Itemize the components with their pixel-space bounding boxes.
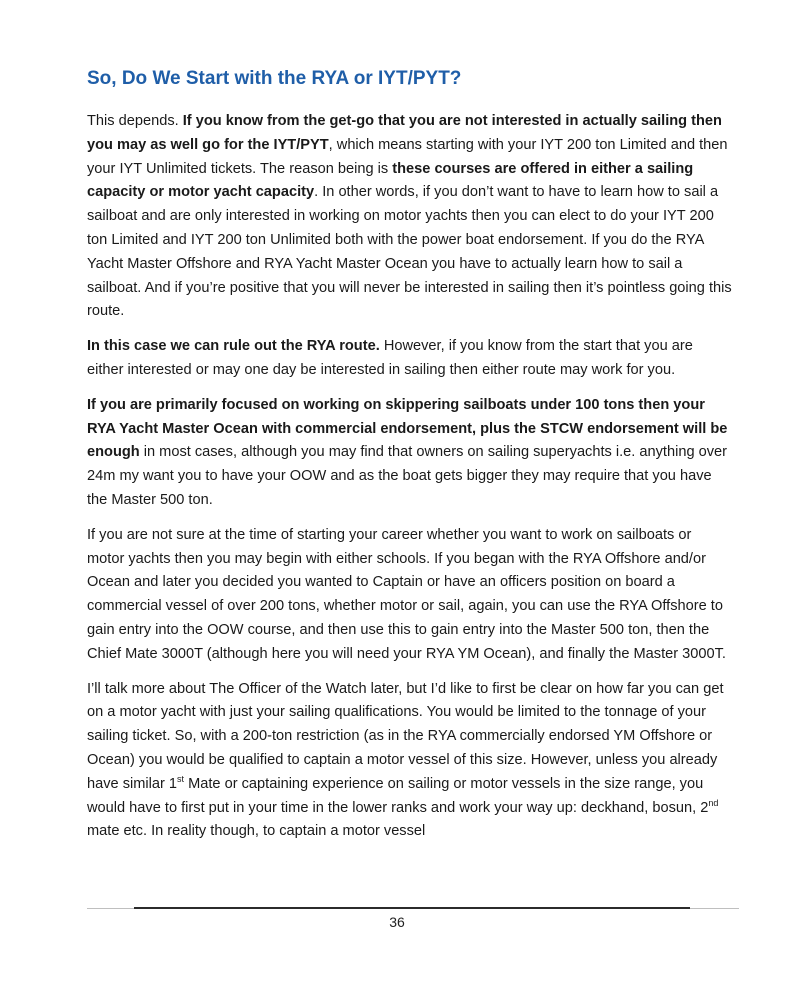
- p1-text-2: , which means starting with your IYT 200 ton Limited and then your IYT Unlimited tickets. The reason being is: [87, 136, 728, 177]
- p5-text-3: mate etc. In reality though, to captain a motor vessel: [87, 823, 426, 840]
- p5-text-1: I’ll talk more about The Officer of the Watch later, but I’d like to first be clear on how far you can get on a motor yacht with just your sailing qualifications. You would be limited to the tonnage of your sailing ticket. So, with a 200-ton restriction (as in the RYA commercially endorsed YM Offshore or Ocean) you would be qualified to captain a motor vessel of this size. However, unless you already have similar 1: [87, 680, 724, 792]
- p2-bold-1: In this case we can rule out the RYA route.: [87, 338, 380, 355]
- paragraph-4: If you are not sure at the time of starting your career whether you want to work on sailboats or motor yachts then you may begin with either schools. If you began with the RYA Offshore and/or Ocean and later you decided you wanted to Captain or have an officers position on board a commercial vessel of over 200 tons, whether motor or sail, again, you can use the RYA Offshore to gain entry into the OOW course, and then use this to gain entry into the Master 500 ton, then the Chief Mate 3000T (although here you will need your RYA YM Ocean), and finally the Master 3000T.: [87, 526, 726, 662]
- page-number: 36: [389, 914, 405, 930]
- paragraph-3: [87, 394, 732, 513]
- p3-text-1: in most cases, although you may find that owners on sailing superyachts i.e. anything over 24m my want you to have your OOW and as the boat gets bigger they may require that you have the Master 500 ton.: [87, 444, 728, 508]
- footer-divider: [134, 907, 690, 909]
- p1-text-3: . In other words, if you don’t want to have to learn how to sail a sailboat and are only interested in working on motor yachts then you can elect to do your IYT 200 ton Limited and IYT 200 ton Unlimited both with the power boat endorsement. If you do the RYA Yacht Master Offshore and RYA Yacht Master Ocean you have to actually learn how to sail a sailboat. And if you’re positive that you will never be interested in sailing then it’s pointless going this route.: [87, 184, 732, 320]
- p5-text-2: Mate or captaining experience on sailing or motor vessels in the size range, you would have to first put in your time in the lower ranks and work your way up: deckhand, bosun, 2: [87, 775, 709, 816]
- paragraph-5: [87, 678, 732, 845]
- paragraph-2: [87, 335, 732, 383]
- p1-bold-2: these courses are offered in either a sailing capacity or motor yacht capacity: [87, 160, 694, 201]
- p5-superscript-2: nd: [708, 797, 719, 808]
- p1-text-1: This depends.: [87, 113, 183, 129]
- section-heading: So, Do We Start with the RYA or IYT/PYT?: [87, 68, 462, 89]
- p3-bold-1: If you are primarily focused on working on skippering sailboats under 100 tons then your RYA Yacht Master Ocean with commercial endorsement, plus the STCW endorsement will be enough: [87, 396, 728, 461]
- page-content: [87, 66, 732, 855]
- paragraph-1: [87, 110, 732, 324]
- p5-superscript-1: st: [177, 773, 185, 784]
- p2-text-1: However, if you know from the start that you are either interested or may one day be interested in sailing then either route may work for you.: [87, 338, 693, 378]
- p1-bold-1: If you know from the get-go that you are not interested in actually sailing then you may as well go for the IYT/PYT: [87, 113, 722, 153]
